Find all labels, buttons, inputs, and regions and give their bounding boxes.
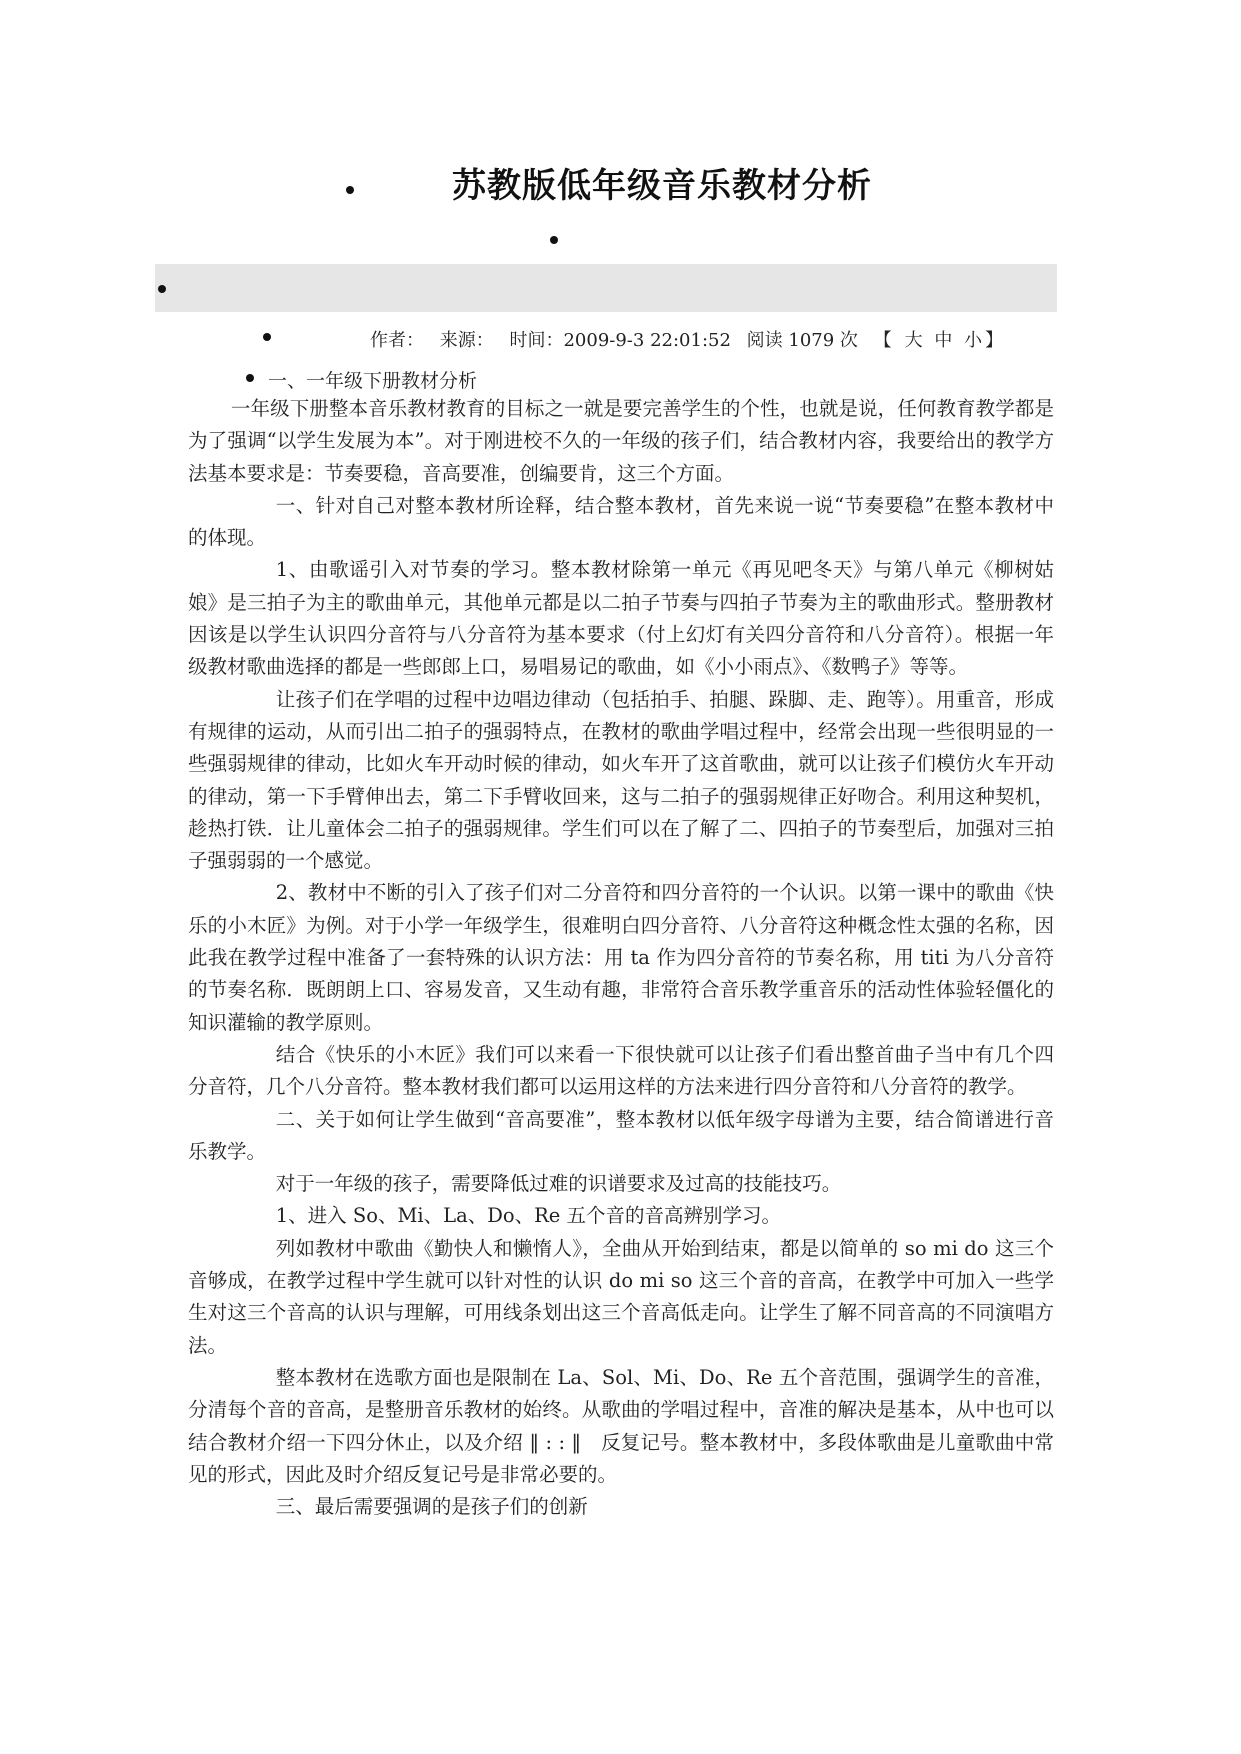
paragraph: 结合《快乐的小木匠》我们可以来看一下很快就可以让孩子们看出整首曲子当中有几个四分音符，几个八分音符。整本教材我们都可以运用这样的方法来进行四分音符和八分音符的教学。 [188,1042,1054,1099]
font-size-large-link[interactable]: 大 [904,330,923,351]
article-body [188,393,1054,1523]
font-size-medium-link[interactable]: 中 [934,330,953,351]
paragraph: 一、针对自己对整本教材所诠释，结合整本教材，首先来说一说“节奏要稳”在整本教材中的体现。 [188,493,1054,550]
bullet-meta [263,333,271,341]
read-count: 阅读 1079 次 [746,330,858,351]
paragraph: 列如教材中歌曲《勤快人和懒惰人》，全曲从开始到结束，都是以简单的 so mi do 这三个音够成，在教学过程中学生就可以针对性的认识 do mi so 这三个音的音高，在教学中可加入一些学生对这三个音高的认识与理解，可用线条划出这三个音高低走向。让学生了解不同音高的不同演唱方法。 [188,1236,1054,1357]
paragraph: 让孩子们在学唱的过程中边唱边律动（包括拍手、拍腿、跺脚、走、跑等）。用重音，形成有规律的运动，从而引出二拍子的强弱特点，在教材的歌曲学唱过程中，经常会出现一些很明显的一些强弱规律的律动，比如火车开动时候的律动，如火车开了这首歌曲，就可以让孩子们模仿火车开动的律动，第一下手臂伸出去，第二下手臂收回来，这与二拍子的强弱规律正好吻合。利用这种契机，趁热打铁．让儿童体会二拍子的强弱规律。学生们可以在了解了二、四拍子的节奏型后，加强对三拍子强弱弱的一个感觉。 [188,687,1054,873]
font-size-small-link[interactable]: 小 [964,330,983,351]
paragraph: 整本教材在选歌方面也是限制在 La、Sol、Mi、Do、Re 五个音范围，强调学生的音准，分清每个音的音高，是整册音乐教材的始终。从歌曲的学唱过程中，音准的解决是基本，从中也可以结合教材介绍一下四分休止，以及介绍 ‖ : : ‖ 反复记号。整本教材中，多段体歌曲是儿童歌曲中常见的形式，因此及时介绍反复记号是非常必要的。 [188,1365,1054,1486]
bullet-bar [158,285,166,293]
bullet-below-title [550,236,558,244]
paragraph: 1、进入 So、Mi、La、Do、Re 五个音的音高辨别学习。 [275,1204,782,1228]
page-title: 苏教版低年级音乐教材分析 [452,166,872,206]
bullet-title [346,186,354,194]
paragraph: 二、关于如何让学生做到“音高要准”，整本教材以低年级字母谱为主要，结合简谱进行音乐教学。 [188,1107,1054,1163]
paragraph: 1、由歌谣引入对节奏的学习。整本教材除第一单元《再见吧冬天》与第八单元《柳树姑娘》是三拍子为主的歌曲单元，其他单元都是以二拍子节奏与四拍子节奏为主的歌曲形式。整册教材因该是以学生认识四分音符与八分音符为基本要求（付上幻灯有关四分音符和八分音符）。根据一年级教材歌曲选择的都是一些郎郎上口，易唱易记的歌曲，如《小小雨点》、《数鸭子》等等。 [188,558,1054,679]
font-size-selector: 【 大 中 小 】 [873,330,1004,351]
bullet-section [246,374,254,382]
paragraph: 三、最后需要强调的是孩子们的创新 [275,1495,588,1519]
paragraph: 2、教材中不断的引入了孩子们对二分音符和四分音符的一个认识。以第一课中的歌曲《快乐的小木匠》为例。对于小学一年级学生，很难明白四分音符、八分音符这种概念性太强的名称，因此我在教学过程中准备了一套特殊的认识方法：用 ta 作为四分音符的节奏名称，用 titi 为八分音符的节奏名称．既朗朗上口、容易发音，又生动有趣，非常符合音乐教学重音乐的活动性体验轻僵化的知识灌输的教学原则。 [188,881,1054,1034]
toolbar-bar [155,264,1057,312]
paragraph: 一年级下册整本音乐教材教育的目标之一就是要完善学生的个性，也就是说，任何教育教学都是为了强调“以学生发展为本”。对于刚进校不久的一年级的孩子们，结合教材内容，我要给出的教学方法基本要求是：节奏要稳，音高要准，创编要肯，这三个方面。 [188,397,1054,485]
section-heading: 一、一年级下册教材分析 [268,370,478,392]
source-label: 来源： [439,330,494,351]
article-meta [370,326,1023,352]
author-label: 作者： [370,330,424,351]
publish-time: 时间：2009-9-3 22:01:52 [509,330,731,351]
paragraph: 对于一年级的孩子，需要降低过难的识谱要求及过高的技能技巧。 [275,1172,842,1196]
